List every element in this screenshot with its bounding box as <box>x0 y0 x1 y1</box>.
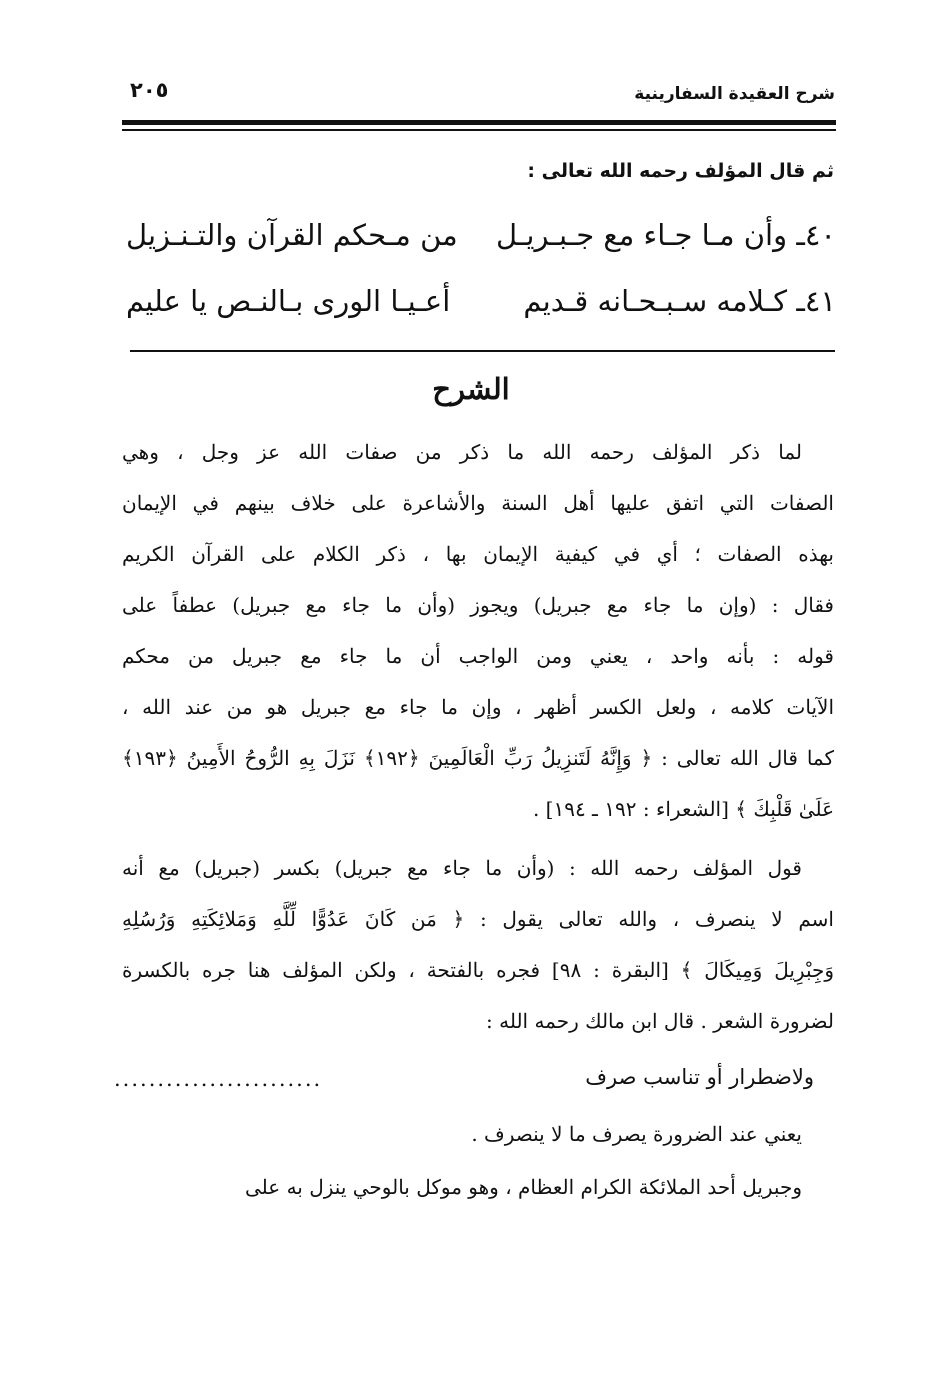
paragraph-line: بهذه الصفات ؛ أي في كيفية الإيمان بها ، ذكر الكلام على القرآن الكريم <box>122 542 834 566</box>
paragraph-line: لضرورة الشعر . قال ابن مالك رحمه الله : <box>486 1009 834 1033</box>
page-header <box>120 78 835 122</box>
paragraph-line: الآيات كلامه ، ولعل الكسر أظهر ، وإن ما جاء مع جبريل هو من عند الله ، <box>122 695 834 719</box>
paragraph-line: كما قال الله تعالى : ﴿ وَإِنَّهُ لَتَنزِيلُ رَبِّ الْعَالَمِينَ ﴿١٩٢﴾ نَزَلَ بِهِ الرُّوحُ الأَمِينُ ﴿١٩٣﴾ <box>122 746 834 770</box>
header-rule-thick <box>122 120 836 125</box>
verse-second-hemistich: أعـيـا الورى بـالنـص يا عليم <box>126 284 451 318</box>
poem-line <box>114 1065 814 1099</box>
section-divider <box>130 350 835 352</box>
verse-line <box>126 218 836 268</box>
paragraph-line: وجبريل أحد الملائكة الكرام العظام ، وهو موكل بالوحي ينزل به على <box>245 1175 802 1199</box>
page-number: ٢٠٥ <box>130 78 169 102</box>
verse-first-hemistich: ٤٠ـ وأن مـا جـاء مع جـبـريـل <box>495 218 836 252</box>
paragraph-line: قول المؤلف رحمه الله : (وأن ما جاء مع جبريل) بكسر (جبريل) مع أنه <box>122 856 802 880</box>
poem-first-hemistich: ولاضطرار أو تناسب صرف <box>585 1065 814 1089</box>
paragraph-line: قوله : بأنه واحد ، يعني ومن الواجب أن ما جاء مع جبريل من محكم <box>122 644 834 668</box>
header-rule-thin <box>122 129 836 131</box>
poem-second-hemistich: ........................ <box>114 1067 323 1091</box>
verse-first-hemistich: ٤١ـ كـلامه سـبـحـانه قـديم <box>523 284 836 318</box>
paragraph-line: الصفات التي اتفق عليها أهل السنة والأشاعرة على خلاف بينهم في الإيمان <box>122 491 834 515</box>
paragraph-line: يعني عند الضرورة يصرف ما لا ينصرف . <box>471 1122 802 1146</box>
verse-line <box>126 284 836 334</box>
running-title: شرح العقيدة السفارينية <box>634 84 835 104</box>
paragraph-line: وَجِبْرِيلَ وَمِيكَالَ ﴾ [البقرة : ٩٨] فجره بالفتحة ، ولكن المؤلف هنا جره بالكسرة <box>122 958 834 982</box>
verse-second-hemistich: من مـحكم القرآن والتـنـزيل <box>126 218 458 252</box>
paragraph-line: اسم لا ينصرف ، والله تعالى يقول : ﴿ مَن كَانَ عَدُوًّا لِّلَّهِ وَمَلائِكَتِهِ وَرُسُلِهِ <box>122 907 834 931</box>
paragraph-line: فقال : (وإن ما جاء مع جبريل) ويجوز (وأن ما جاء مع جبريل) عطفاً على <box>122 593 834 617</box>
intro-line: ثم قال المؤلف رحمه الله تعالى : <box>527 160 834 182</box>
paragraph-line: عَلَىٰ قَلْبِكَ ﴾ [الشعراء : ١٩٢ ـ ١٩٤] . <box>532 797 834 821</box>
paragraph-line: لما ذكر المؤلف رحمه الله ما ذكر من صفات الله عز وجل ، وهي <box>122 440 802 464</box>
section-heading: الشرح <box>432 372 510 406</box>
